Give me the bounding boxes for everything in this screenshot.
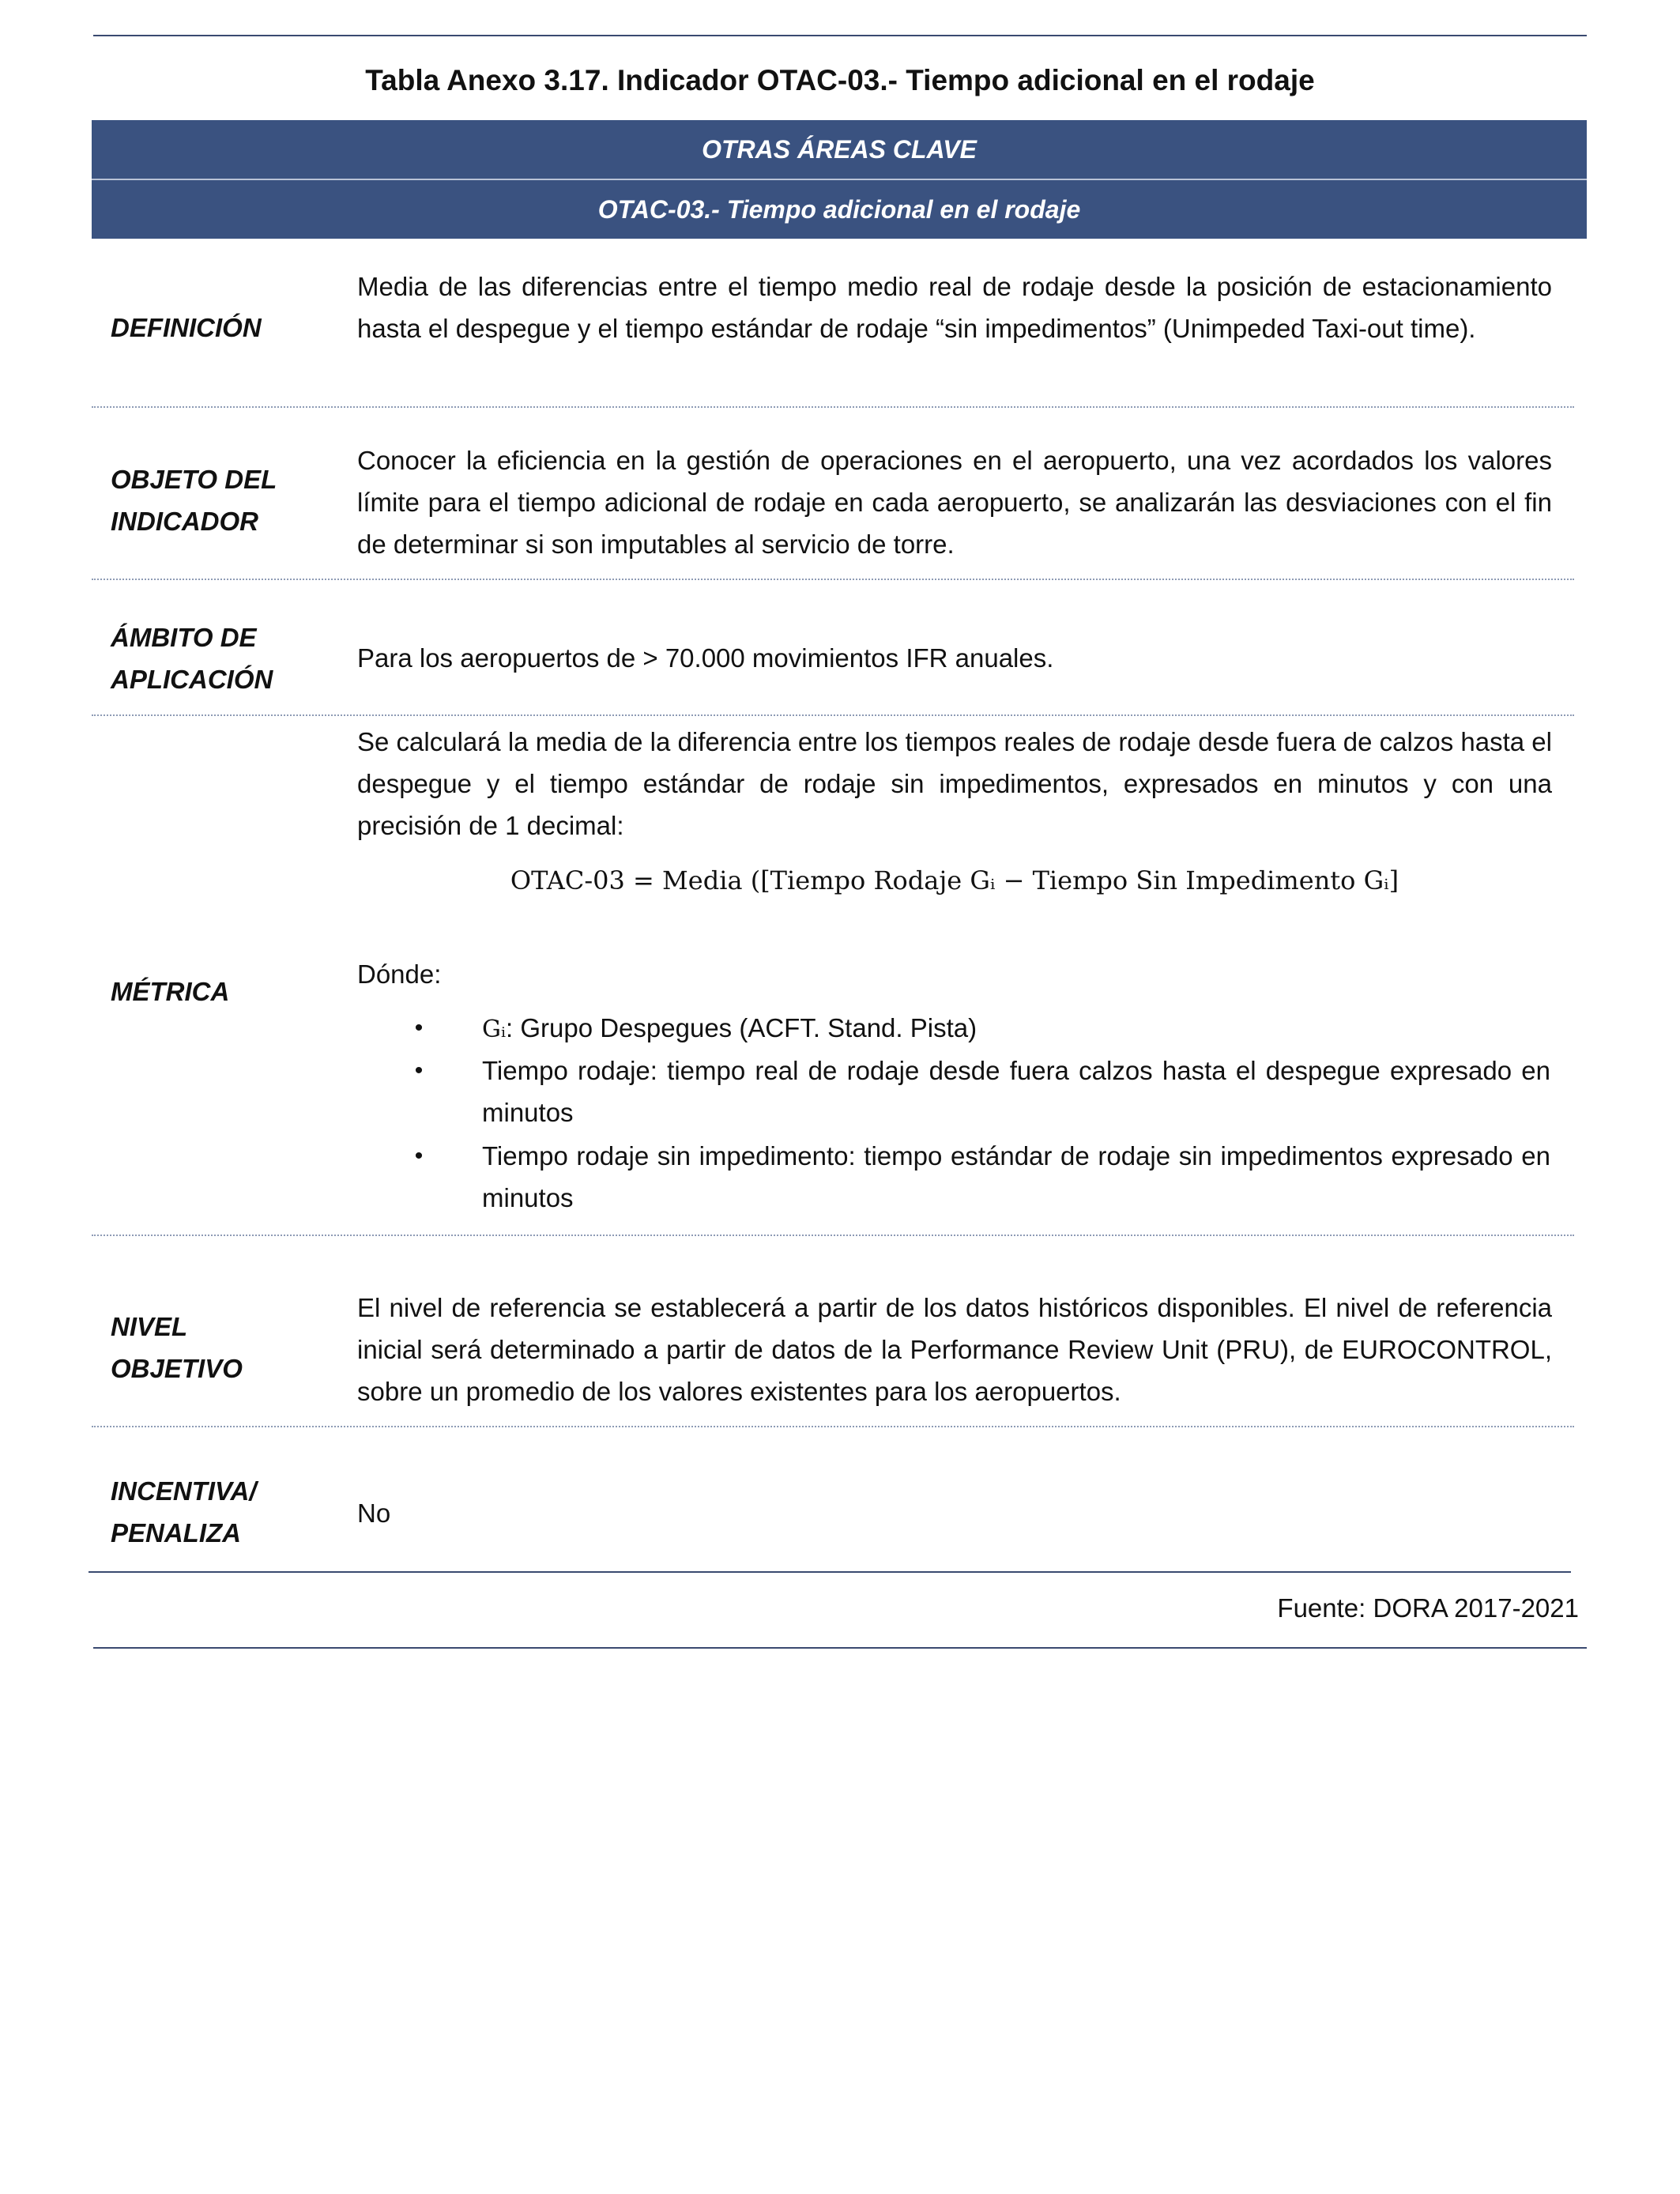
row-label-objeto: [111, 458, 340, 542]
row-label-ambito-line1: ÁMBITO DE: [111, 623, 257, 652]
header-band-indicator: [92, 180, 1587, 239]
bullet-icon: •: [414, 1057, 424, 1084]
bullet-icon: •: [414, 1143, 424, 1169]
header-band-indicator-label: OTAC-03.- Tiempo adicional en el rodaje: [597, 194, 1081, 224]
row-label-definicion: [111, 307, 340, 349]
table-bottom-rule: [89, 1571, 1571, 1573]
bullet-1-text: : Grupo Despegues (ACFT. Stand. Pista): [506, 1013, 977, 1042]
row-label-objeto-line1: OBJETO DEL: [111, 465, 277, 494]
row-divider: [92, 1235, 1574, 1236]
donde-label: Dónde:: [357, 959, 442, 989]
bullet-text: [482, 1007, 1552, 1050]
bottom-rule: [93, 1647, 1587, 1649]
row-label-nivel-line1: NIVEL: [111, 1312, 188, 1341]
row-divider: [92, 579, 1574, 580]
gi-symbol: Gᵢ: [482, 1016, 506, 1043]
bullet-3-text: Tiempo rodaje sin impedimento: tiempo estándar de rodaje sin impedimentos expresado en minutos: [482, 1141, 1550, 1212]
row-divider: [92, 714, 1574, 716]
row-label-ambito: [111, 616, 340, 700]
row-divider: [92, 1426, 1574, 1427]
row-text-metrica: Se calculará la media de la diferencia entre los tiempos reales de rodaje desde fuera de calzos hasta el despegue y el tiempo estándar de rodaje sin impedimentos, expresados en minutos y con una precisión de 1 decimal:: [357, 727, 1552, 840]
header-band-area: [92, 120, 1587, 179]
row-label-incentiva-line1: INCENTIVA/: [111, 1476, 257, 1506]
row-text-incentiva: No: [357, 1498, 391, 1528]
top-rule: [93, 35, 1587, 36]
row-label-metrica-text: MÉTRICA: [111, 977, 230, 1006]
row-label-incentiva: [111, 1470, 340, 1554]
row-label-ambito-line2: APLICACIÓN: [111, 665, 273, 694]
bullet-2-text: Tiempo rodaje: tiempo real de rodaje desde fuera calzos hasta el despegue expresado en minutos: [482, 1056, 1550, 1127]
bullet-item: [395, 1050, 1590, 1133]
row-label-nivel: [111, 1306, 340, 1389]
header-band-area-label: OTRAS ÁREAS CLAVE: [702, 134, 977, 164]
bullet-item: [395, 1135, 1590, 1219]
row-text-objeto: Conocer la eficiencia en la gestión de operaciones en el aeropuerto, una vez acordados los valores límite para el tiempo adicional de rodaje en cada aeropuerto, se analizarán las desviaciones con el fin de determinar si son imputables al servicio de torre.: [357, 446, 1552, 559]
row-text-ambito: Para los aeropuertos de > 70.000 movimientos IFR anuales.: [357, 643, 1054, 673]
bullet-item: [395, 1007, 1590, 1049]
bullet-icon: •: [414, 1015, 424, 1041]
row-label-metrica: [111, 971, 340, 1012]
row-text-nivel: El nivel de referencia se establecerá a partir de los datos históricos disponibles. El nivel de referencia inicial será determinado a partir de datos de la Performance Review Unit (PRU), de EUROCONTROL, sobre un promedio de los valores existentes para los aeropuertos.: [357, 1293, 1552, 1406]
row-divider: [92, 406, 1574, 408]
row-label-definicion-text: DEFINICIÓN: [111, 313, 262, 342]
table-caption: Tabla Anexo 3.17. Indicador OTAC-03.- Tiempo adicional en el rodaje: [365, 64, 1315, 96]
row-text-definicion: Media de las diferencias entre el tiempo medio real de rodaje desde la posición de estacionamiento hasta el despegue y el tiempo estándar de rodaje “sin impedimentos” (Unimpeded Taxi-out time).: [357, 272, 1552, 343]
row-label-nivel-line2: OBJETIVO: [111, 1354, 243, 1383]
formula-otac03: OTAC-03 = Media ([Tiempo Rodaje Gᵢ − Tiempo Sin Impedimento Gᵢ]: [510, 865, 1399, 895]
row-label-objeto-line2: INDICADOR: [111, 507, 258, 536]
row-label-incentiva-line2: PENALIZA: [111, 1518, 241, 1547]
source-note: Fuente: DORA 2017-2021: [1277, 1593, 1579, 1623]
